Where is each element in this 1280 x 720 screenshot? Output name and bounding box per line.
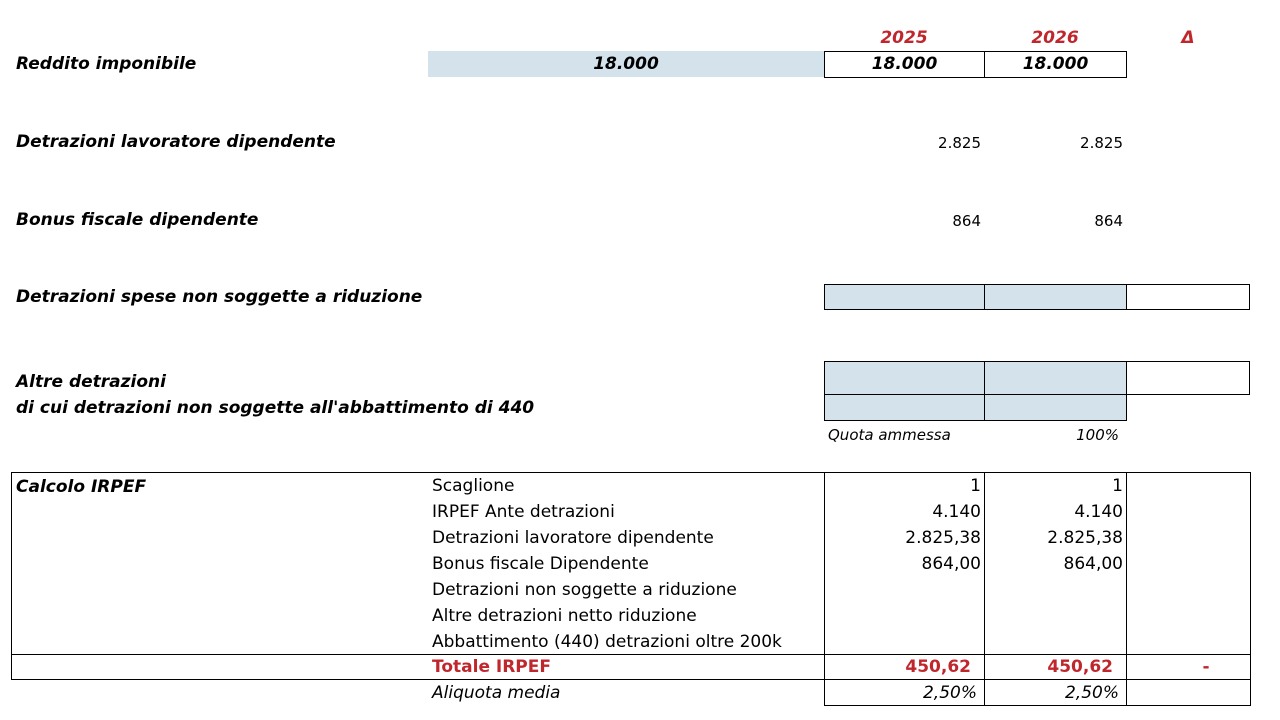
reddito-2025-value: 18.000	[871, 54, 938, 74]
bonus-2025: 864	[952, 212, 981, 230]
row-irpef-ante-2026: 4.140	[1074, 502, 1123, 522]
detrazioni-lav-label: Detrazioni lavoratore dipendente	[16, 132, 336, 152]
spese-2026-input[interactable]	[984, 284, 1127, 310]
row-scaglione-label: Scaglione	[432, 476, 515, 496]
altre-sub-2025-input[interactable]	[824, 394, 985, 421]
bonus-2026: 864	[1094, 212, 1123, 230]
spese-label: Detrazioni spese non soggette a riduzione	[16, 287, 423, 307]
row-bonus-2025: 864,00	[921, 554, 981, 574]
spese-2025-input[interactable]	[824, 284, 985, 310]
totale-2026: 450,62	[1047, 657, 1113, 677]
detrazioni-lav-2026: 2.825	[1080, 134, 1123, 152]
bonus-label: Bonus fiscale dipendente	[16, 210, 259, 230]
row-non-soggette-label: Detrazioni non soggette a riduzione	[432, 580, 737, 600]
totale-delta: -	[1202, 657, 1210, 677]
row-detrazioni-lav-label: Detrazioni lavoratore dipendente	[432, 528, 714, 548]
row-detrazioni-lav-2025: 2.825,38	[905, 528, 981, 548]
reddito-2026-cell	[984, 51, 1127, 78]
aliquota-2025: 2,50%	[922, 683, 977, 703]
row-altre-netto-label: Altre detrazioni netto riduzione	[432, 606, 697, 626]
aliquota-label: Aliquota media	[432, 683, 561, 703]
altre-2025-input[interactable]	[824, 361, 985, 395]
row-scaglione-2026: 1	[1112, 476, 1123, 496]
aliquota-bottom-line	[824, 705, 1251, 706]
row-bonus-2026: 864,00	[1063, 554, 1123, 574]
row-bonus-label: Bonus fiscale Dipendente	[432, 554, 649, 574]
reddito-input-value: 18.000	[593, 54, 659, 74]
totale-label: Totale IRPEF	[432, 657, 551, 677]
quota-value: 100%	[1076, 426, 1119, 444]
reddito-2026-value: 18.000	[1022, 54, 1089, 74]
quota-label: Quota ammessa	[828, 426, 951, 444]
reddito-2025-cell	[824, 51, 985, 78]
row-detrazioni-lav-2026: 2.825,38	[1047, 528, 1123, 548]
calcolo-title: Calcolo IRPEF	[16, 477, 147, 497]
altre-sub-2026-input[interactable]	[984, 394, 1127, 421]
altre-delta-cell	[1126, 361, 1250, 395]
row-irpef-ante-label: IRPEF Ante detrazioni	[432, 502, 615, 522]
reddito-label: Reddito imponibile	[16, 54, 197, 74]
header-2025: 2025	[880, 28, 928, 48]
header-2026: 2026	[1031, 28, 1079, 48]
totale-2025: 450,62	[905, 657, 971, 677]
aliquota-2026: 2,50%	[1064, 683, 1119, 703]
altre-sub-label: di cui detrazioni non soggette all'abbattimento di 440	[16, 398, 535, 418]
row-scaglione-2025: 1	[970, 476, 981, 496]
altre-2026-input[interactable]	[984, 361, 1127, 395]
spese-delta-cell	[1126, 284, 1250, 310]
totale-top-line	[11, 654, 1251, 655]
detrazioni-lav-2025: 2.825	[938, 134, 981, 152]
reddito-input-cell[interactable]	[428, 51, 824, 77]
altre-label: Altre detrazioni	[16, 372, 166, 392]
row-irpef-ante-2025: 4.140	[932, 502, 981, 522]
header-delta: Δ	[1181, 28, 1195, 48]
row-abbattimento-label: Abbattimento (440) detrazioni oltre 200k	[432, 632, 782, 652]
